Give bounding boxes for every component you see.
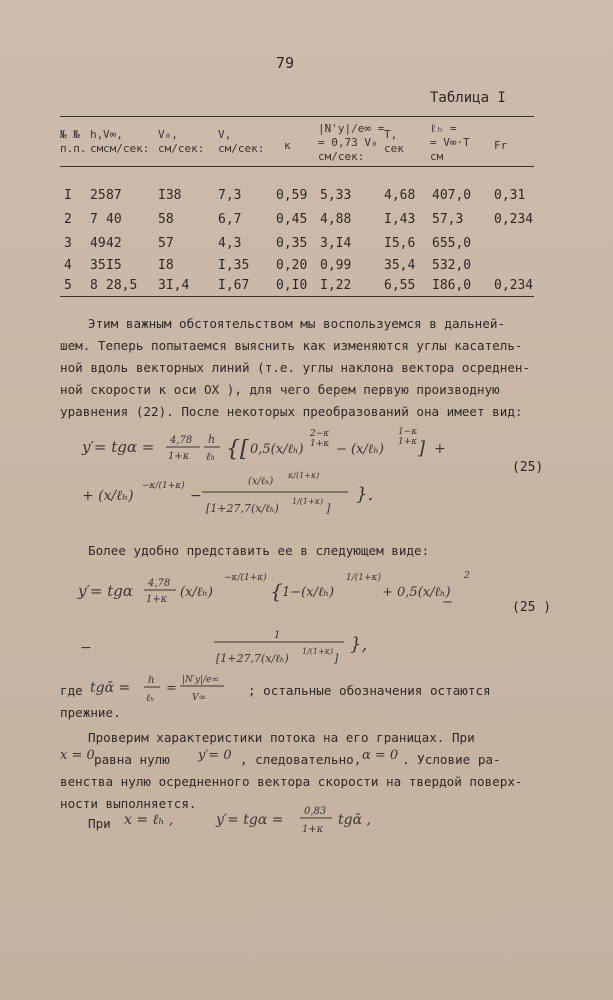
header-l: ℓₕ = = V∞·T см xyxy=(430,122,470,163)
svg-text:2−κ: 2−κ xyxy=(310,429,330,439)
header-n: |N'y|/e∞ = = 0,73 V₀ см/сек: xyxy=(318,122,385,163)
table-cell: 35 xyxy=(90,258,106,273)
table-cell: I5 xyxy=(106,258,122,273)
svg-text:− (x/ℓₕ): − (x/ℓₕ) xyxy=(336,442,384,457)
table-cell: I,43 xyxy=(384,212,416,227)
svg-text:]: ] xyxy=(418,438,426,459)
header-h: h, см xyxy=(90,128,104,155)
svg-text:−: − xyxy=(442,595,453,610)
table-cell: 2 xyxy=(64,212,72,227)
svg-text:1+κ: 1+κ xyxy=(310,439,330,449)
table-cell: I,22 xyxy=(320,278,352,293)
table-cell: 87 xyxy=(106,188,122,203)
table-cell: 35,4 xyxy=(384,258,416,273)
table-cell: I8 xyxy=(158,258,174,273)
table-cell: 40 xyxy=(106,212,122,227)
svg-text:[1+27,7(x/ℓₕ): [1+27,7(x/ℓₕ) xyxy=(216,652,289,665)
svg-text:1/(1+κ): 1/(1+κ) xyxy=(292,497,324,506)
header-num: № № п.п. xyxy=(60,128,87,155)
table-cell: 57,3 xyxy=(432,212,464,227)
svg-text:tgᾱ ,: tgᾱ , xyxy=(338,812,371,828)
table-cell: 5,33 xyxy=(320,188,352,203)
paragraph3-line2a: равна нулю xyxy=(94,752,170,767)
equation-25-first xyxy=(78,420,458,524)
svg-text:ℓₕ: ℓₕ xyxy=(206,450,216,463)
table-cell: 6,55 xyxy=(384,278,416,293)
paragraph3-line2c: . Условие ра- xyxy=(402,752,501,767)
svg-text:y′= tgα: y′= tgα xyxy=(78,582,133,600)
table-cell: I86,0 xyxy=(432,278,472,293)
paragraph2: Более удобно представить ее в следующем виде: xyxy=(88,543,430,558)
equation1-number: (25) xyxy=(512,460,544,475)
svg-text:h: h xyxy=(208,433,216,446)
table-cell: 57 xyxy=(158,236,174,251)
table-cell: 407,0 xyxy=(432,188,472,203)
svg-text:−: − xyxy=(80,640,92,656)
svg-text:0,83: 0,83 xyxy=(304,806,327,817)
paragraph1-line5: уравнения (22). После некоторых преобразований она имеет вид: xyxy=(60,404,523,419)
svg-text:{[: {[ xyxy=(226,437,249,462)
svg-text:tgᾱ =: tgᾱ = xyxy=(90,680,131,696)
svg-text:+ 0,5(x/ℓₕ): + 0,5(x/ℓₕ) xyxy=(382,585,451,600)
where-rest: ; остальные обозначения остаются xyxy=(248,683,491,698)
svg-text:y′= tgα =: y′= tgα = xyxy=(216,812,284,828)
paragraph3-line4: ности выполняется. xyxy=(60,796,197,811)
header-v0: V₀, см/сек: xyxy=(158,128,205,155)
alpha-zero: α = 0 xyxy=(362,748,399,763)
table-cell: 4,88 xyxy=(320,212,352,227)
table-cell: 8 xyxy=(90,278,98,293)
svg-text:1+κ: 1+κ xyxy=(302,824,324,835)
table-cell: I38 xyxy=(158,188,182,203)
svg-text:κ/(1+κ): κ/(1+κ) xyxy=(288,471,320,480)
svg-text:−κ/(1+κ): −κ/(1+κ) xyxy=(142,481,185,491)
svg-text:2: 2 xyxy=(464,571,470,581)
svg-text:y′= tgα =: y′= tgα = xyxy=(82,438,155,456)
table-caption: Таблица I xyxy=(430,90,506,106)
paragraph1-line3: ной вдоль векторных линий (т.е. углы наклона вектора осреднен- xyxy=(60,360,531,375)
where-formula xyxy=(90,668,250,708)
table-cell: 28,5 xyxy=(106,278,138,293)
svg-text:(x/ℓₕ): (x/ℓₕ) xyxy=(248,476,274,487)
table-cell: I,35 xyxy=(218,258,250,273)
paragraph1-line1: Этим важным обстоятельством мы воспользуемся в дальней- xyxy=(88,316,506,331)
svg-text:4,78: 4,78 xyxy=(148,578,171,589)
paragraph3-line2b: , следовательно, xyxy=(240,752,362,767)
table-cell: I5,6 xyxy=(384,236,416,251)
table-cell: 49 xyxy=(90,236,106,251)
x-equals-zero: x = 0 xyxy=(60,748,95,763)
header-fr: Fr xyxy=(494,139,508,152)
svg-text:1−(x/ℓₕ): 1−(x/ℓₕ) xyxy=(282,585,335,600)
table-cell: 0,31 xyxy=(494,188,526,203)
header-v: V, см/сек: xyxy=(218,128,265,155)
table-cell: 3,I4 xyxy=(320,236,352,251)
svg-text:1+κ: 1+κ xyxy=(398,437,418,447)
table-cell: 0,I0 xyxy=(276,278,308,293)
table-cell: I xyxy=(64,188,72,203)
svg-text:1/(1+κ): 1/(1+κ) xyxy=(302,647,334,656)
table-cell: 42 xyxy=(106,236,122,251)
table-cell: 0,99 xyxy=(320,258,352,273)
equation-25-second xyxy=(74,562,474,674)
svg-text:[1+27,7(x/ℓₕ): [1+27,7(x/ℓₕ) xyxy=(206,502,279,515)
svg-text:x = ℓₕ ,: x = ℓₕ , xyxy=(124,812,174,828)
svg-text:−: − xyxy=(190,488,202,504)
table-cell: 0,234 xyxy=(494,278,534,293)
table-cell: 0,45 xyxy=(276,212,308,227)
svg-text:1+κ: 1+κ xyxy=(168,451,190,462)
svg-text:−κ/(1+κ): −κ/(1+κ) xyxy=(224,573,267,583)
table-cell: 3 xyxy=(64,236,72,251)
table-cell: 3I,4 xyxy=(158,278,190,293)
svg-text:1/(1+κ): 1/(1+κ) xyxy=(346,573,381,583)
table-cell: 7,3 xyxy=(218,188,242,203)
page-number: 79 xyxy=(276,54,295,72)
table-cell: 4 xyxy=(64,258,72,273)
svg-text:V∞: V∞ xyxy=(192,693,206,703)
table-header-rule xyxy=(60,166,534,167)
table-cell: 5 xyxy=(64,278,72,293)
svg-text:4,78: 4,78 xyxy=(170,435,193,446)
table-cell: 25 xyxy=(90,188,106,203)
table-cell: 0,35 xyxy=(276,236,308,251)
paragraph3-line3: венства нулю осредненного вектора скорости на твердой поверх- xyxy=(60,774,523,789)
svg-text:|N′y|/e∞: |N′y|/e∞ xyxy=(182,675,219,685)
table-top-rule xyxy=(60,116,534,117)
table-cell: 7 xyxy=(90,212,98,227)
paragraph1-line4: ной скорости к оси OX ), для чего берем первую производную xyxy=(60,382,500,397)
table-cell: 0,20 xyxy=(276,258,308,273)
svg-text:+ (x/ℓₕ): + (x/ℓₕ) xyxy=(82,488,134,504)
table-cell: 655,0 xyxy=(432,236,472,251)
svg-text:{: { xyxy=(270,579,283,603)
table-cell: 532,0 xyxy=(432,258,472,273)
table-cell: 6,7 xyxy=(218,212,242,227)
svg-text:1−κ: 1−κ xyxy=(398,427,418,437)
table-cell: 4,68 xyxy=(384,188,416,203)
table-bottom-rule xyxy=(60,296,534,297)
last-line-formula xyxy=(120,800,400,840)
svg-text:ℓₕ: ℓₕ xyxy=(146,693,155,704)
y-prime-zero: y′= 0 xyxy=(198,748,232,763)
equation2-number: (25 ) xyxy=(512,600,552,615)
svg-text:h: h xyxy=(148,675,155,686)
paragraph1-line2: шем. Теперь попытаемся выяснить как изменяются углы касатель- xyxy=(60,338,523,353)
svg-text:0,5(x/ℓₕ): 0,5(x/ℓₕ) xyxy=(250,442,304,457)
table-cell: I,67 xyxy=(218,278,250,293)
svg-text:1+κ: 1+κ xyxy=(146,594,168,605)
paragraph3-line1: Проверим характеристики потока на его границах. При xyxy=(88,730,475,745)
svg-text:(x/ℓₕ): (x/ℓₕ) xyxy=(180,585,213,600)
svg-text:1: 1 xyxy=(274,630,281,641)
table-cell: 4,3 xyxy=(218,236,242,251)
where-line2: прежние. xyxy=(60,705,121,720)
svg-text:}.: }. xyxy=(356,484,374,505)
last-line-prefix: При xyxy=(88,816,111,831)
header-kappa: κ xyxy=(284,139,291,152)
svg-text:=: = xyxy=(166,681,177,696)
svg-text:]: ] xyxy=(334,652,339,665)
header-t: T, сек xyxy=(384,128,404,155)
svg-text:+: + xyxy=(434,441,446,457)
table-cell: 0,234 xyxy=(494,212,534,227)
svg-text:},: }, xyxy=(350,634,368,655)
svg-text:]: ] xyxy=(326,502,331,515)
table-cell: 0,59 xyxy=(276,188,308,203)
where-word: где xyxy=(60,683,83,698)
table-cell: 58 xyxy=(158,212,174,227)
header-v-inf: V∞, см/сек: xyxy=(103,128,150,155)
